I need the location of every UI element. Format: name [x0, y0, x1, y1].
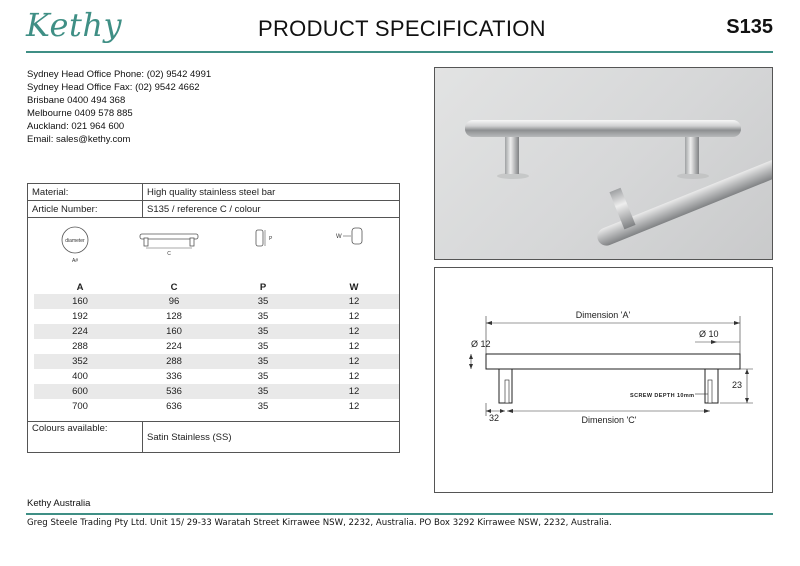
projection-icon — [250, 226, 276, 256]
cell-w: 12 — [348, 341, 360, 352]
material-value: High quality stainless steel bar — [142, 184, 399, 200]
company-name: Kethy Australia — [27, 498, 91, 509]
cell-p: 35 — [257, 386, 269, 397]
company-address: Greg Steele Trading Pty Ltd. Unit 15/ 29-33 Waratah Street Kirrawee NSW, 2232, Australia. PO Box 3292 Kirrawee NSW, 2232, Australia. — [27, 518, 612, 528]
cell-p: 35 — [257, 401, 269, 412]
cell-p: 35 — [257, 311, 269, 322]
cell-a: 192 — [72, 311, 88, 322]
cell-p: 35 — [257, 356, 269, 367]
colours-label: Colours available: — [32, 423, 108, 434]
svg-text:C: C — [167, 251, 171, 257]
cell-a: 600 — [72, 386, 88, 397]
cell-p: 35 — [257, 296, 269, 307]
table-row — [34, 384, 399, 399]
width-32-label: 32 — [489, 413, 500, 423]
cell-w: 12 — [348, 326, 360, 337]
table-row — [34, 294, 399, 309]
cell-w: 12 — [348, 401, 360, 412]
cell-c: 128 — [166, 311, 182, 322]
diameter-12-label: Ø 12 — [471, 339, 491, 349]
dimension-icons — [28, 218, 399, 262]
screw-depth-label: SCREW DEPTH 10mm — [630, 393, 695, 399]
contact-line: Brisbane 0400 494 368 — [27, 95, 126, 106]
column-header: C — [170, 281, 178, 293]
cell-a: 224 — [72, 326, 88, 337]
dimension-c-label: Dimension 'C' — [581, 415, 637, 425]
cell-w: 12 — [348, 386, 360, 397]
page-title: PRODUCT SPECIFICATION — [258, 16, 546, 41]
colours-value: Satin Stainless (SS) — [142, 422, 399, 453]
spec-table — [27, 183, 400, 453]
cell-w: 12 — [348, 296, 360, 307]
table-row — [34, 354, 399, 369]
contact-line: Sydney Head Office Phone: (02) 9542 4991 — [27, 69, 212, 80]
column-header: P — [259, 281, 267, 293]
svg-text:W: W — [336, 234, 342, 240]
cell-a: 700 — [72, 401, 88, 412]
contact-line: Auckland: 021 964 600 — [27, 121, 125, 132]
cell-a: 160 — [72, 296, 88, 307]
contact-line: Melbourne 0409 578 885 — [27, 108, 133, 119]
cell-w: 12 — [348, 311, 360, 322]
table-row — [34, 309, 399, 324]
column-header: A — [76, 281, 84, 293]
table-row — [34, 324, 399, 339]
cell-a: 288 — [72, 341, 88, 352]
cell-c: 160 — [166, 326, 182, 337]
svg-text:P: P — [269, 236, 273, 242]
cell-p: 35 — [257, 326, 269, 337]
cell-c: 224 — [166, 341, 182, 352]
cell-p: 35 — [257, 341, 269, 352]
technical-drawing-svg — [435, 268, 774, 494]
cell-a: 400 — [72, 371, 88, 382]
contact-line[interactable]: Email: sales@kethy.com — [27, 134, 131, 145]
cell-a: 352 — [72, 356, 88, 367]
table-row — [34, 369, 399, 384]
product-code: S135 — [726, 16, 773, 38]
cell-c: 96 — [168, 296, 180, 307]
material-row — [28, 184, 399, 201]
handle-length-icon — [138, 228, 200, 258]
table-row — [34, 339, 399, 354]
cell-w: 12 — [348, 356, 360, 367]
diameter-icon — [58, 224, 92, 264]
contact-line: Sydney Head Office Fax: (02) 9542 4662 — [27, 82, 200, 93]
column-header: W — [349, 281, 359, 293]
diameter-10-label: Ø 10 — [699, 329, 719, 339]
header-divider — [26, 51, 773, 53]
kethy-logo: Kethy — [26, 6, 123, 44]
dimension-a-label: Dimension 'A' — [575, 310, 631, 320]
cell-c: 288 — [166, 356, 182, 367]
product-photo — [434, 67, 773, 260]
contact-block — [27, 68, 211, 146]
article-value: S135 / reference C / colour — [142, 201, 399, 217]
footer-divider — [26, 513, 773, 515]
technical-drawing — [434, 267, 773, 493]
cell-c: 336 — [166, 371, 182, 382]
svg-text:A#: A# — [71, 258, 79, 264]
height-23-label: 23 — [732, 380, 743, 390]
cell-p: 35 — [257, 371, 269, 382]
cell-c: 636 — [166, 401, 182, 412]
table-row — [34, 399, 399, 414]
cell-w: 12 — [348, 371, 360, 382]
product-photo-image — [435, 68, 773, 260]
article-label: Article Number: — [32, 203, 98, 215]
colours-row — [28, 421, 399, 453]
article-row — [28, 201, 399, 218]
size-grid-header — [28, 280, 399, 294]
width-icon — [334, 224, 368, 254]
svg-text:diameter: diameter — [65, 238, 85, 244]
material-label: Material: — [32, 186, 69, 198]
cell-c: 536 — [166, 386, 182, 397]
